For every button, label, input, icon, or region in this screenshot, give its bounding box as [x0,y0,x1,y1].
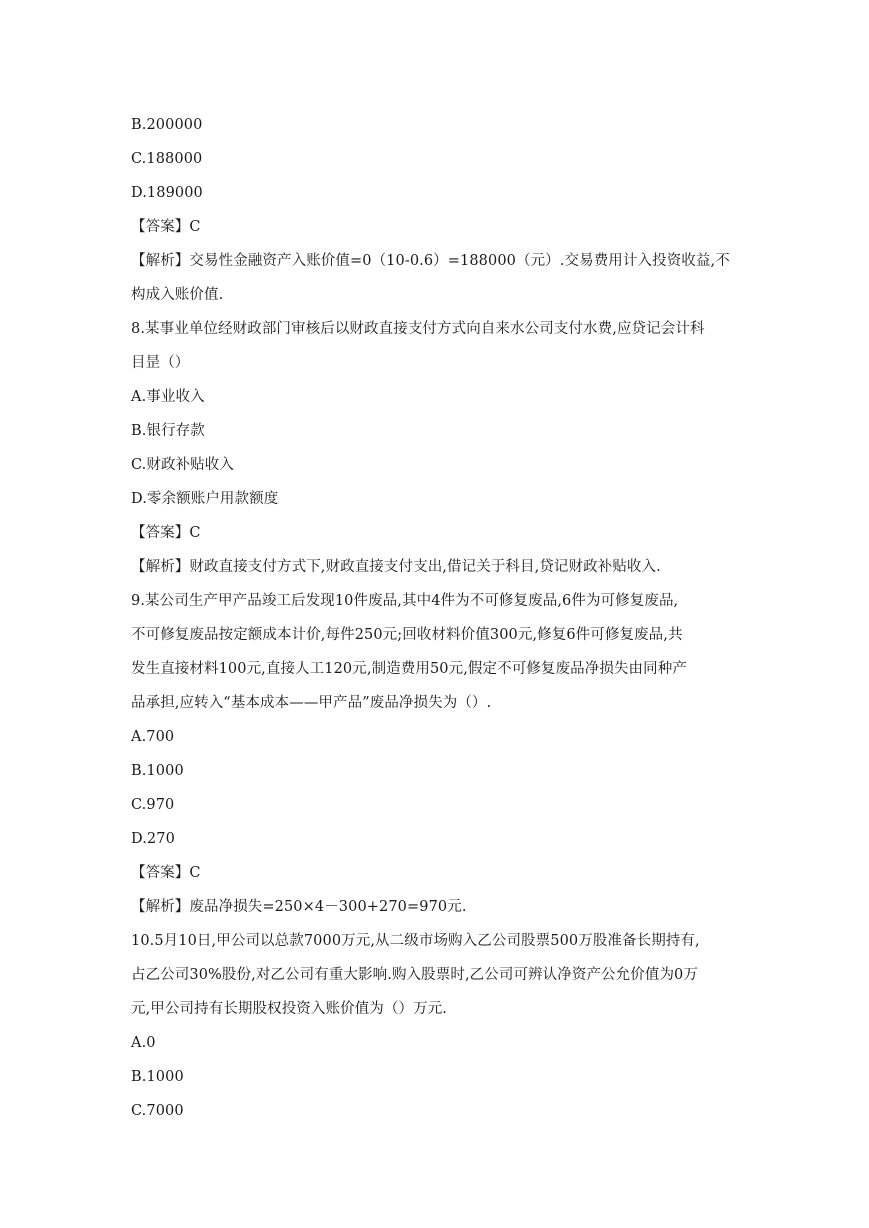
option-b-q7: B.200000 [131,117,203,133]
question-10-line2: 占乙公司30%股份,对乙公司有重大影响.购入股票时,乙公司可辨认净资产公允价值为0万 [131,967,698,983]
option-c-q8: C.财政补贴收入 [131,457,234,473]
option-b-q10: B.1000 [131,1069,184,1085]
option-a-q9: A.700 [131,729,175,745]
question-9-line3: 发生直接材料100元,直接人工120元,制造费用50元,假定不可修复废品净损失由同种产 [131,661,687,677]
question-8-line2: 目昰（） [131,355,190,371]
document-body [131,108,741,1128]
explanation-q9: 【解析】废品净损失=250×4－300+270=970元. [131,899,467,915]
answer-q7: 【答案】C [131,219,201,235]
explanation-q7-line1: 【解析】交易性金融资产入账价值=0（10-0.6）=188000（元）.交易费用计入投资收益,不 [131,253,730,269]
question-9-line2: 不可修复废品按定额成本计价,每件250元;回收材料价值300元,修复6件可修复废品,共 [131,627,683,643]
option-c-q10: C.7000 [131,1103,184,1119]
option-d-q7: D.189000 [131,185,203,201]
option-b-q9: B.1000 [131,763,184,779]
question-10-line3: 元,甲公司持有长期股权投资入账价值为（）万元. [131,1001,448,1017]
question-9-line1: 9.某公司生产甲产品竣工后发现10件废品,其中4件为不可修复废品,6件为可修复废品, [131,593,679,609]
option-a-q10: A.0 [131,1035,156,1051]
option-d-q8: D.零余额账户用款额度 [131,491,279,507]
option-c-q7: C.188000 [131,151,203,167]
option-b-q8: B.银行存款 [131,423,205,439]
option-a-q8: A.事业收入 [131,389,205,405]
explanation-q8: 【解析】财政直接支付方式下,财政直接支付支出,借记关于科目,贷记财政补贴收入. [131,559,661,575]
question-10-line1: 10.5月10日,甲公司以总款7000万元,从二级市场购入乙公司股票500万股准备长期持有, [131,933,700,949]
option-c-q9: C.970 [131,797,175,813]
question-8-line1: 8.某事业单位经财政部门审核后以财政直接支付方式向自来水公司支付水费,应贷记会计科 [131,321,705,337]
explanation-q7-line2: 构成入账价值. [131,287,224,303]
answer-q9: 【答案】C [131,865,201,881]
question-9-line4: 品承担,应转入“基本成本——甲产品”废品净损失为（）. [131,695,492,711]
option-d-q9: D.270 [131,831,175,847]
answer-q8: 【答案】C [131,525,201,541]
